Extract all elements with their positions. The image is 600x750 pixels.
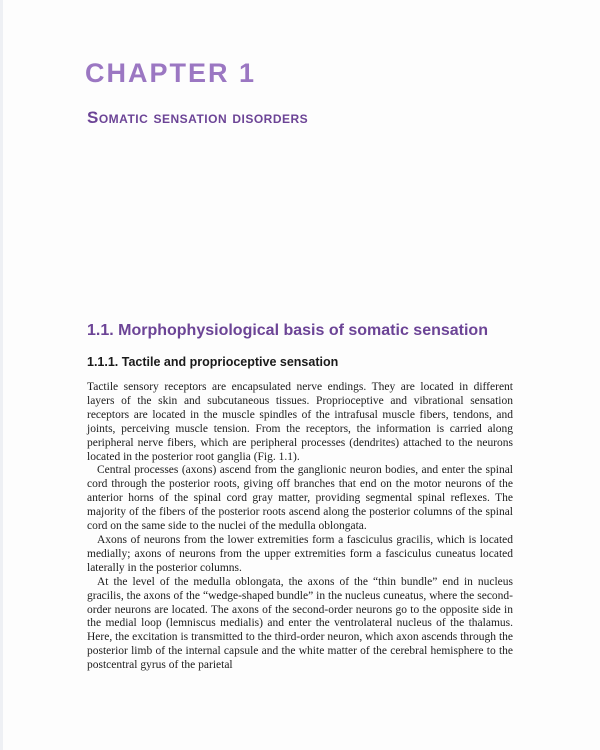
subsection-heading: 1.1.1. Tactile and proprioceptive sensation bbox=[87, 355, 339, 369]
paragraph: Central processes (axons) ascend from the ganglionic neuron bodies, and enter the spinal cord through the posterior roots, giving off branches that end on the motor neurons of the anterior horns of the spinal cord gray matter, providing segmental spinal reflexes. The majority of the fibers of the posterior roots ascend along the posterior columns of the spinal cord on the same side to the nuclei of the medulla oblongata. bbox=[87, 464, 513, 533]
body-text bbox=[87, 381, 513, 673]
paragraph: Axons of neurons from the lower extremities form a fasciculus gracilis, which is located medially; axons of neurons from the upper extremities form a fasciculus cuneatus located laterally in the posterior columns. bbox=[87, 533, 513, 574]
chapter-label: CHAPTER 1 bbox=[85, 58, 257, 88]
section-heading: 1.1. Morphophysiological basis of somatic sensation bbox=[87, 322, 488, 339]
scan-edge-shadow bbox=[0, 0, 3, 750]
paragraph: Tactile sensory receptors are encapsulated nerve endings. They are located in different layers of the skin and subcutaneous tissues. Proprioceptive and vibrational sensation receptors are located in the muscle spindles of the intrafusal muscle fibers, tendons, and joints, perceiving muscle tension. From the receptors, the information is carried along peripheral nerve fibers, which are peripheral processes (dendrites) attached to the neurons located in the posterior root ganglia (Fig. 1.1). bbox=[87, 381, 513, 463]
paragraph: At the level of the medulla oblongata, the axons of the “thin bundle” end in nucleus gracilis, the axons of the “wedge-shaped bundle” in the nucleus cuneatus, where the second-order neurons are located. The axons of the second-order neurons go to the opposite side in the medial loop (lemniscus medialis) and enter the ventrolateral nucleus of the thalamus. Here, the excitation is transmitted to the third-order neuron, which axon ascends through the posterior limb of the internal capsule and the white matter of the cerebral hemisphere to the postcentral gyrus of the parietal bbox=[87, 575, 513, 672]
chapter-title: Somatic sensation disorders bbox=[87, 108, 309, 127]
